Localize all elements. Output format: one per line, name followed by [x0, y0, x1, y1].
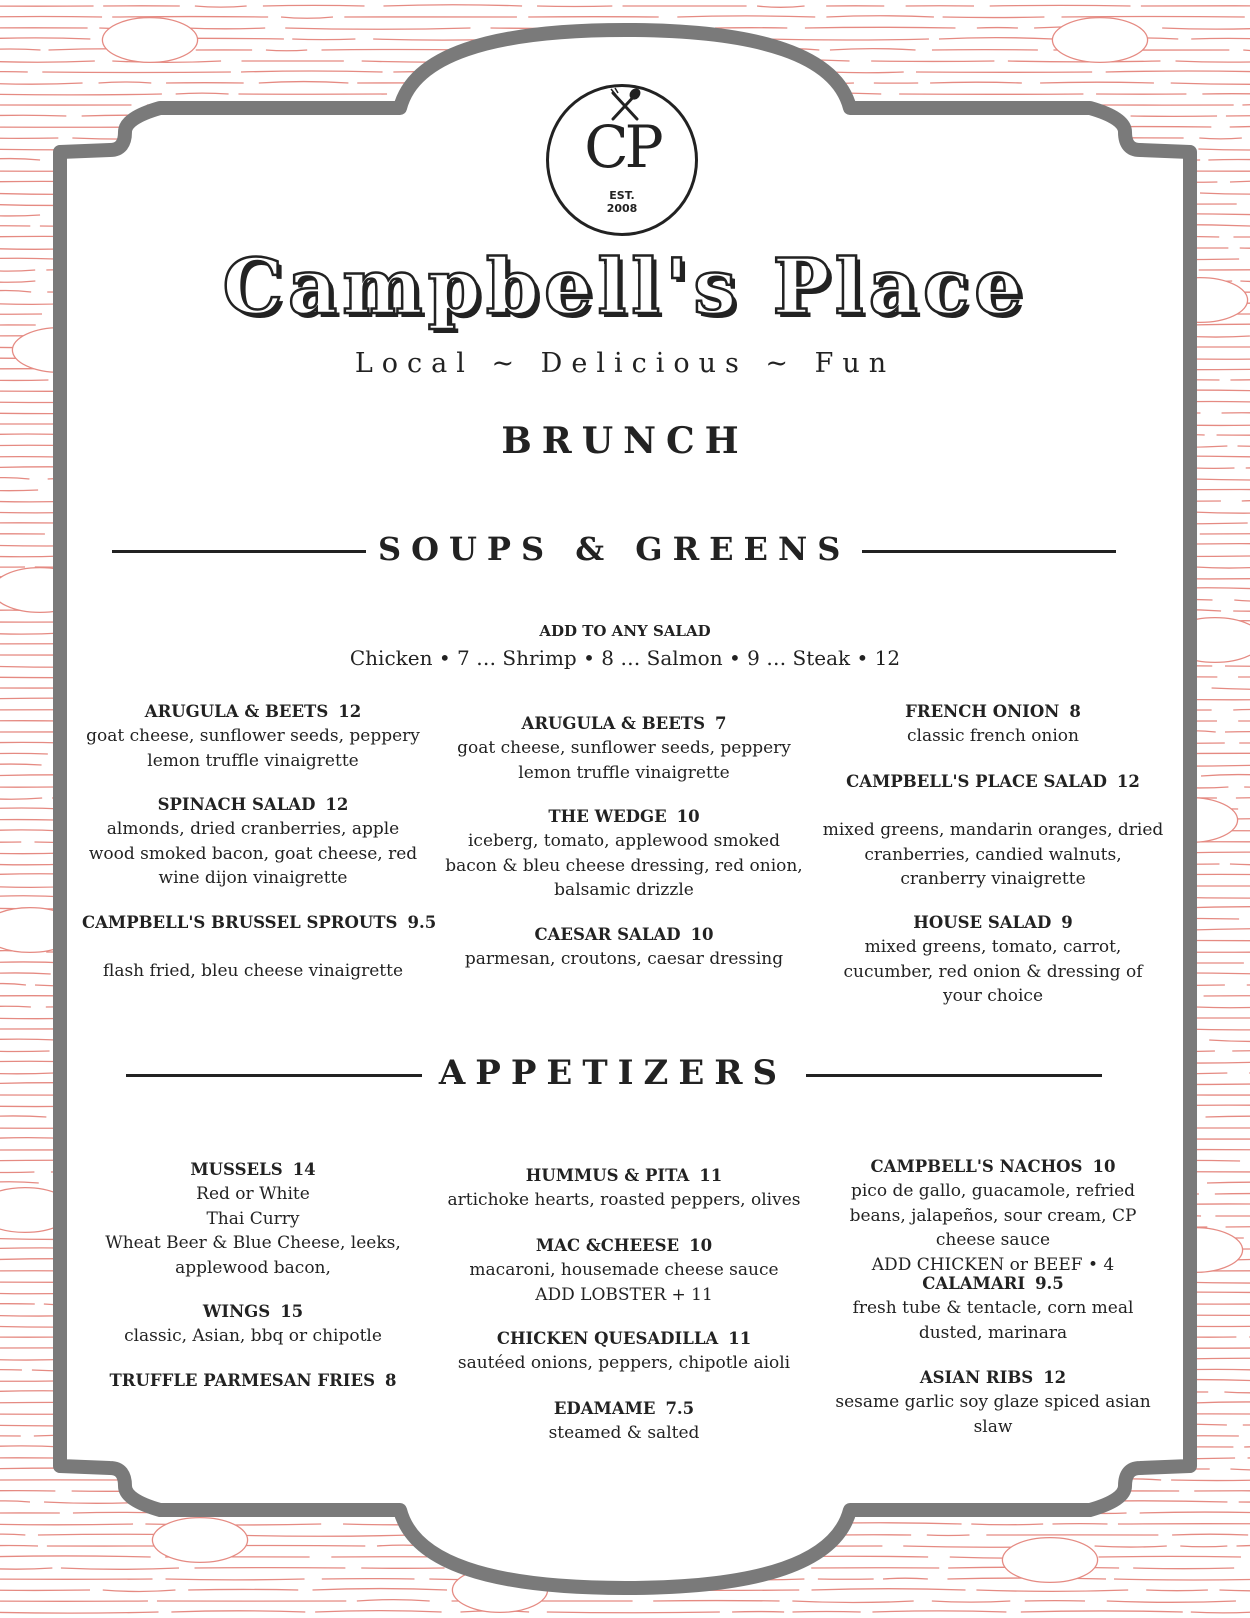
menu-item	[82, 793, 424, 891]
item-name: TRUFFLE PARMESAN FRIES	[109, 1371, 375, 1390]
item-price: 7.5	[665, 1399, 695, 1418]
menu-item	[440, 1164, 808, 1213]
item-price: 9.5	[1035, 1274, 1064, 1293]
item-price: 10	[689, 1236, 713, 1255]
menu-item	[82, 700, 424, 773]
item-price: 10	[1092, 1157, 1116, 1176]
item-description: Thai Curry	[206, 1208, 300, 1229]
item-description: mixed greens, mandarin oranges, dried cranberries, candied walnuts, cranberry vinaigrette	[822, 820, 1164, 889]
soups-rule-left	[112, 550, 366, 553]
logo-est-year: 2008	[606, 202, 638, 215]
item-price: 12	[1116, 772, 1140, 791]
menu-title: BRUNCH	[501, 420, 749, 462]
item-description: ADD LOBSTER + 11	[535, 1284, 713, 1305]
item-price: 14	[292, 1160, 316, 1179]
item-description: Wheat Beer & Blue Cheese, leeks, applewood bacon,	[105, 1233, 401, 1278]
item-description: iceberg, tomato, applewood smoked bacon & bleu cheese dressing, red onion, balsamic drizzle	[445, 831, 803, 900]
menu-item	[440, 805, 808, 903]
item-price: 11	[699, 1166, 723, 1185]
logo	[546, 84, 698, 236]
item-description: mixed greens, tomato, carrot, cucumber, red onion & dressing of your choice	[843, 937, 1143, 1006]
item-price: 10	[676, 807, 700, 826]
item-name: ARUGULA & BEETS	[521, 714, 705, 733]
item-description: sesame garlic soy glaze spiced asian slaw	[835, 1392, 1151, 1437]
menu-item	[822, 1272, 1164, 1345]
item-description: macaroni, housemade cheese sauce	[469, 1260, 779, 1280]
item-name: CHICKEN QUESADILLA	[496, 1329, 719, 1348]
item-price: 12	[1043, 1368, 1067, 1387]
item-description: ADD CHICKEN or BEEF • 4	[871, 1254, 1115, 1275]
item-description: goat cheese, sunflower seeds, peppery lemon truffle vinaigrette	[457, 738, 791, 783]
item-price: 7	[714, 714, 727, 733]
item-name: CAESAR SALAD	[534, 925, 681, 944]
addon-prices: Chicken • 7 … Shrimp • 8 … Salmon • 9 … Steak • 12	[349, 646, 901, 670]
logo-est-label: EST.	[609, 189, 635, 202]
item-name: THE WEDGE	[548, 807, 667, 826]
item-name: EDAMAME	[553, 1399, 656, 1418]
tagline: Local ~ Delicious ~ Fun	[354, 348, 896, 379]
item-price: 10	[690, 925, 714, 944]
menu-item	[440, 923, 808, 972]
item-description: fresh tube & tentacle, corn meal dusted, marinara	[852, 1298, 1134, 1343]
menu-item	[440, 1397, 808, 1446]
menu-item	[82, 1369, 424, 1393]
appetizers-rule-left	[126, 1074, 422, 1077]
item-name: CAMPBELL'S BRUSSEL SPROUTS	[82, 913, 398, 932]
item-description: sautéed onions, peppers, chipotle aioli	[457, 1353, 791, 1373]
logo-est	[549, 189, 695, 215]
menu-item	[822, 1155, 1164, 1277]
item-name: CAMPBELL'S NACHOS	[870, 1157, 1083, 1176]
item-description: flash fried, bleu cheese vinaigrette	[102, 961, 404, 981]
item-description: artichoke hearts, roasted peppers, olives	[447, 1190, 801, 1210]
item-name: WINGS	[202, 1302, 271, 1321]
item-description: almonds, dried cranberries, apple wood smoked bacon, goat cheese, red wine dijon vinaigrette	[88, 819, 418, 888]
item-name: MUSSELS	[190, 1160, 283, 1179]
restaurant-name: Campbell's Place	[222, 242, 1028, 331]
appetizers-rule-right	[806, 1074, 1102, 1077]
item-name: SPINACH SALAD	[157, 795, 316, 814]
item-price: 9.5	[407, 913, 437, 932]
item-name: MAC &CHEESE	[535, 1236, 680, 1255]
menu-item	[82, 1300, 424, 1349]
item-name: FRENCH ONION	[905, 702, 1060, 721]
item-description: parmesan, croutons, caesar dressing	[464, 949, 784, 969]
item-description: classic, Asian, bbq or chipotle	[124, 1326, 382, 1346]
appetizers-heading: APPETIZERS	[438, 1053, 788, 1093]
menu-item	[82, 911, 437, 984]
item-price: 12	[338, 702, 362, 721]
menu-item	[822, 770, 1164, 892]
item-name: ARUGULA & BEETS	[144, 702, 329, 721]
item-price: 11	[728, 1329, 752, 1348]
soups-heading: SOUPS & GREENS	[378, 530, 851, 568]
item-description: pico de gallo, guacamole, refried beans, jalapeños, sour cream, CP cheese sauce	[849, 1181, 1137, 1250]
menu-item	[822, 700, 1164, 749]
item-name: CAMPBELL'S PLACE SALAD	[846, 772, 1107, 791]
item-description: classic french onion	[906, 726, 1079, 746]
item-name: HUMMUS & PITA	[525, 1166, 690, 1185]
item-name: CALAMARI	[922, 1274, 1026, 1293]
soups-rule-right	[862, 550, 1116, 553]
menu-item	[82, 1158, 424, 1280]
item-price: 9	[1061, 913, 1073, 932]
item-price: 15	[280, 1302, 304, 1321]
item-description: steamed & salted	[548, 1423, 700, 1443]
item-name: HOUSE SALAD	[913, 913, 1052, 932]
item-name: ASIAN RIBS	[919, 1368, 1034, 1387]
menu-item	[822, 1366, 1164, 1439]
item-price: 8	[1069, 702, 1081, 721]
menu-item	[440, 1234, 808, 1307]
item-description: Red or White	[196, 1184, 310, 1204]
item-description: goat cheese, sunflower seeds, peppery lemon truffle vinaigrette	[86, 726, 420, 771]
item-price: 8	[385, 1371, 397, 1390]
menu-item	[440, 712, 808, 785]
item-price: 12	[325, 795, 349, 814]
logo-monogram: CP	[584, 113, 660, 181]
menu-item	[440, 1327, 808, 1376]
menu-item	[822, 911, 1164, 1009]
addon-title: ADD TO ANY SALAD	[539, 622, 711, 640]
